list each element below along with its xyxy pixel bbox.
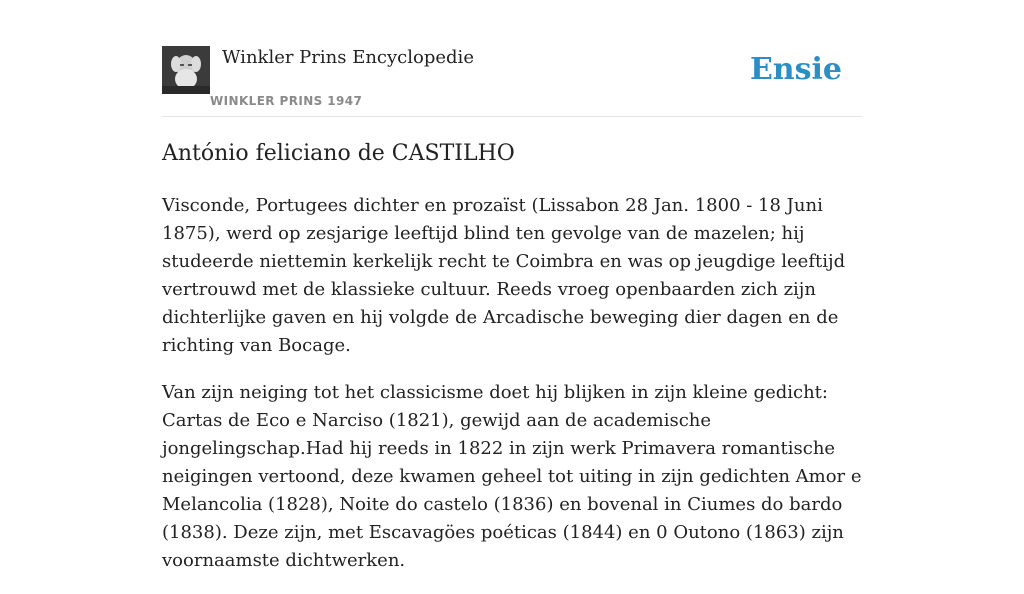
publication-subtitle[interactable]: WINKLER PRINS 1947 — [210, 94, 363, 108]
article-paragraph: Van zijn neiging tot het classicisme doet hij blijken in zijn kleine gedicht: Cartas de Eco e Narciso (1821), gewijd aan de academische jongelingschap.Had hij reeds in 1822 in zijn werk Primavera romantische neigingen vertoond, deze kwamen geheel tot uiting in zijn gedichten Amor e Melancolia (1828), Noite do castelo (1836) en bovenal in Ciumes do bardo (1838). Deze zijn, met Escavagöes poéticas (1844) en 0 Outono (1863) zijn voornaamste dichtwerken. — [162, 382, 862, 571]
ensie-logo-link[interactable]: Ensie — [749, 52, 842, 87]
publication-title[interactable]: Winkler Prins Encyclopedie — [222, 47, 474, 68]
portrait-avatar-icon[interactable] — [162, 46, 210, 94]
article-title: António feliciano de CASTILHO — [162, 141, 515, 166]
article-body — [162, 192, 862, 594]
article-paragraph: Visconde, Portugees dichter en prozaïst (Lissabon 28 Jan. 1800 - 18 Juni 1875), werd op zesjarige leeftijd blind ten gevolge van de mazelen; hij studeerde niettemin kerkelijk recht te Coimbra en was op jeugdige leeftijd vertrouwd met de klassieke cultuur. Reeds vroeg openbaarden zich zijn dichterlijke gaven en hij volgde de Arcadische beweging dier dagen en de richting van Bocage. — [162, 195, 846, 356]
publication-header — [162, 46, 862, 117]
